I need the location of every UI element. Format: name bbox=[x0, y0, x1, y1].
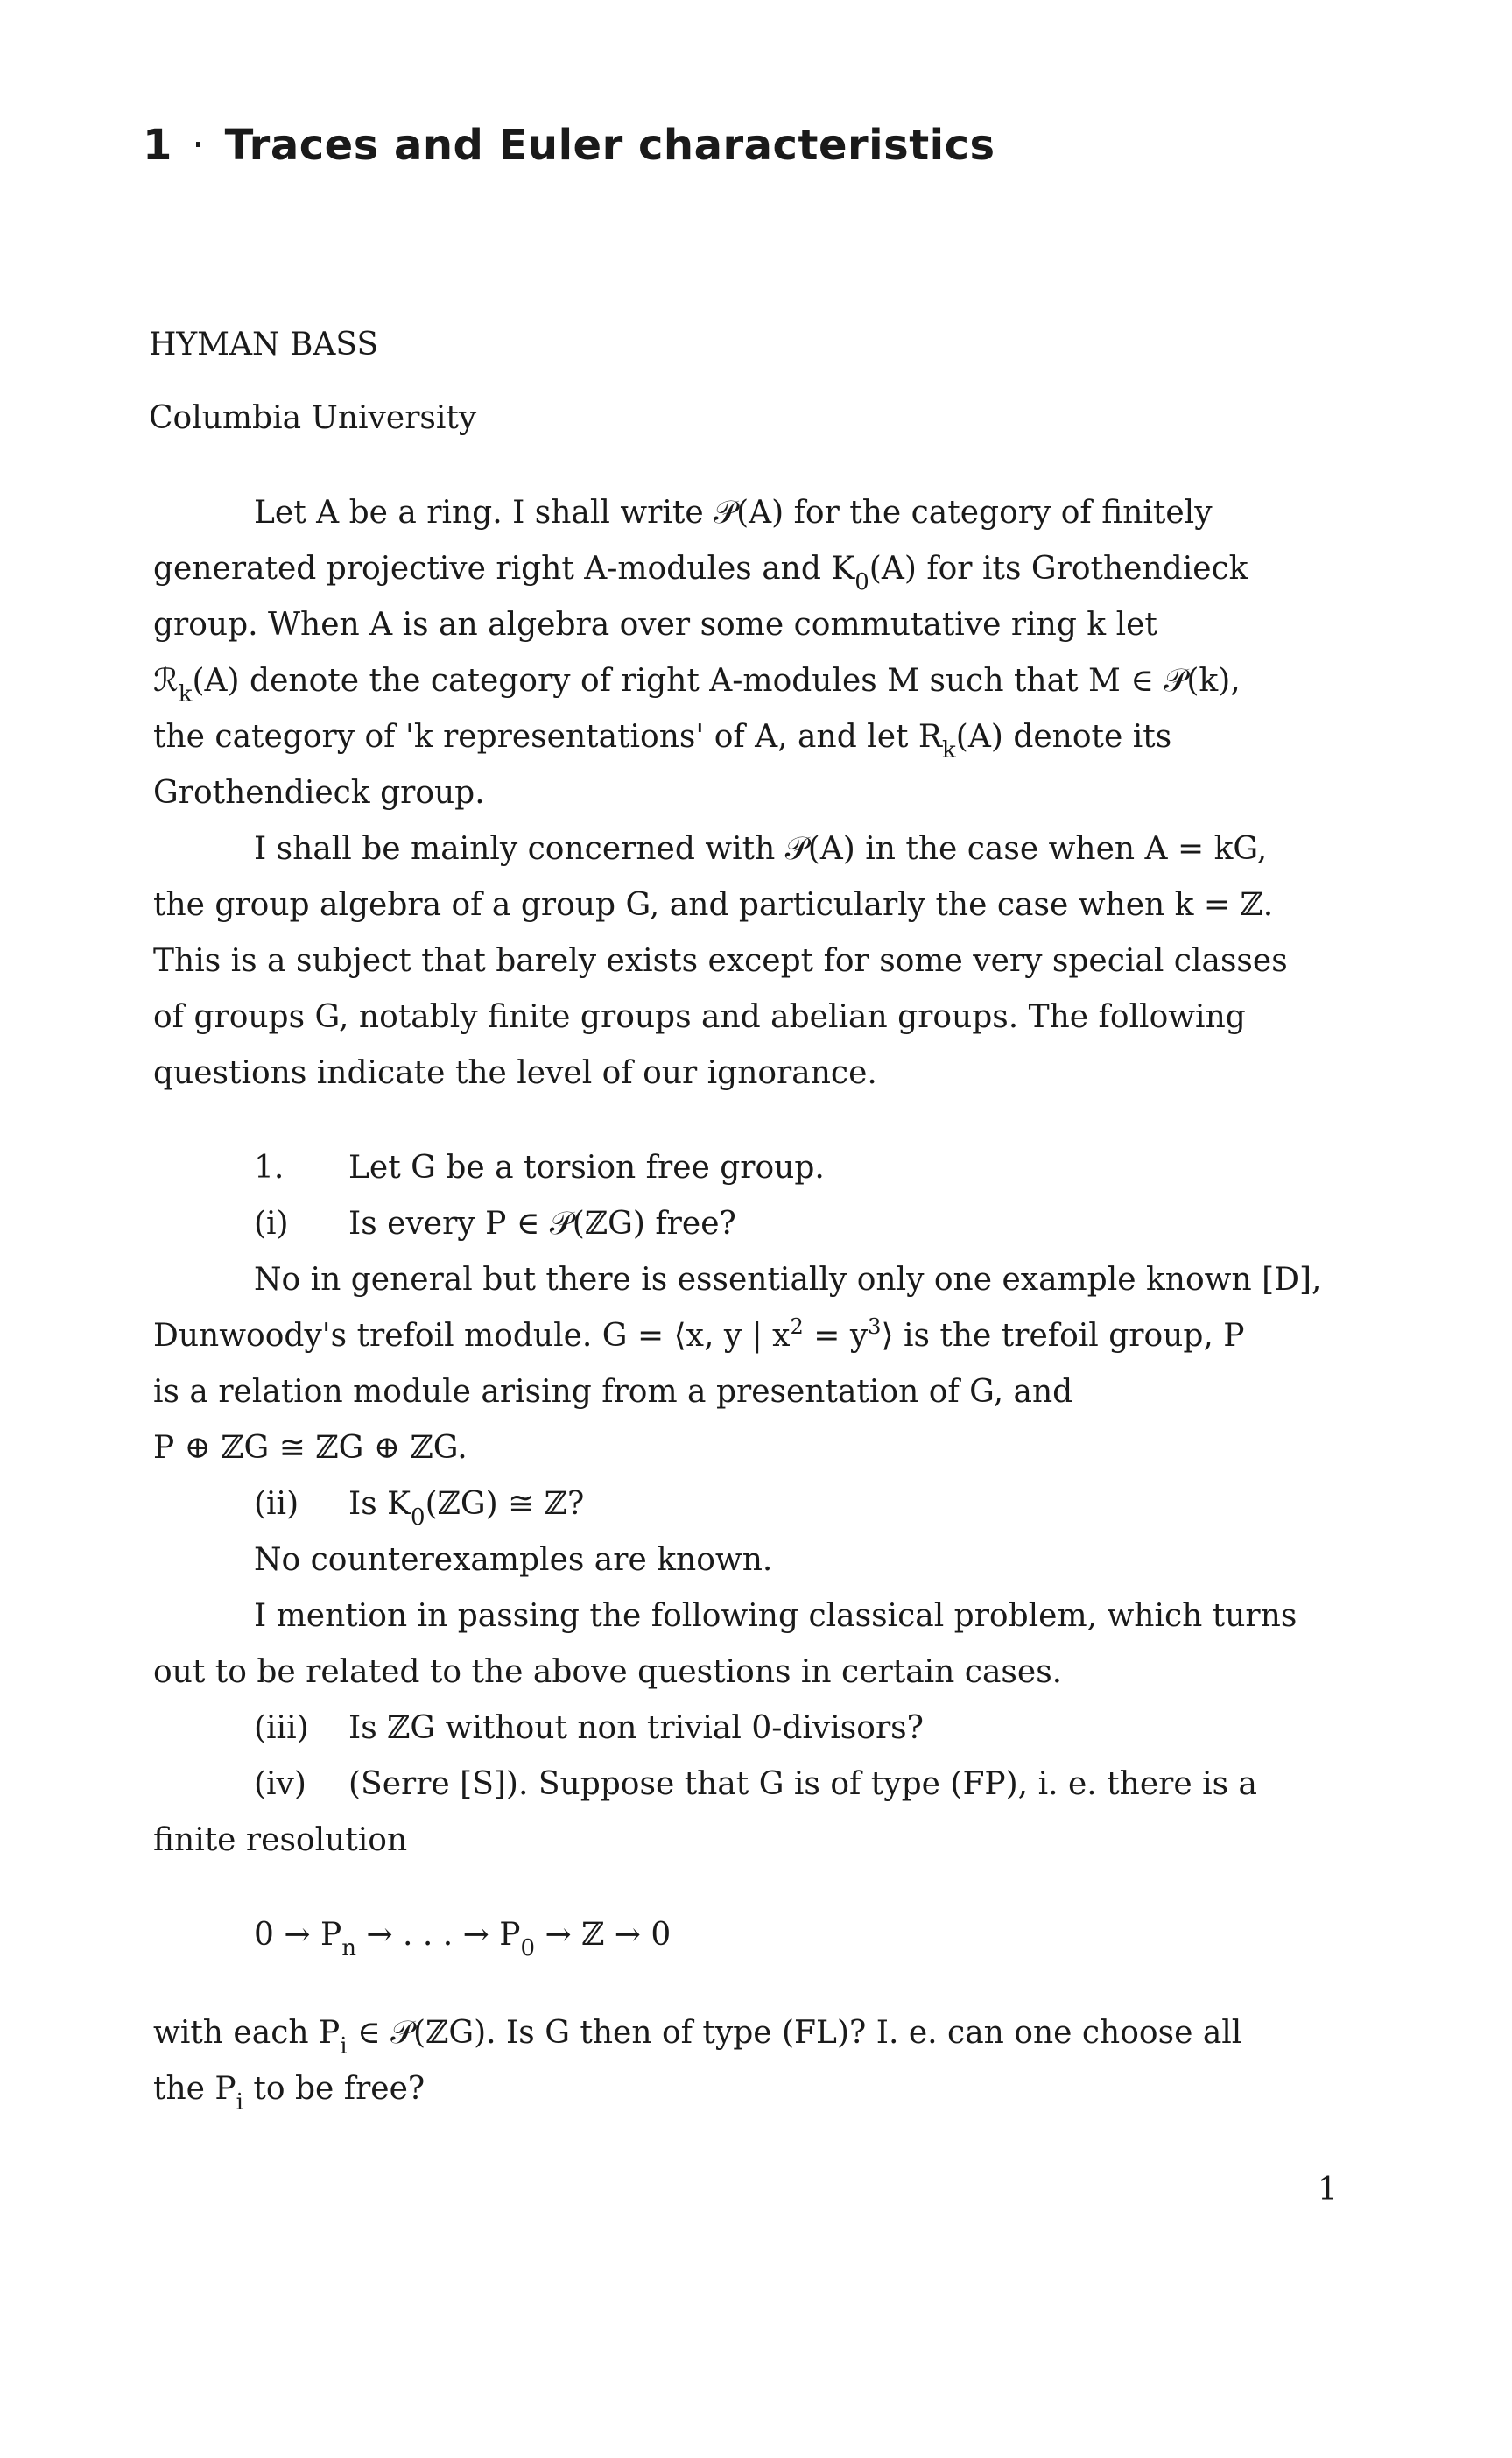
question-text: Is every P ∈ 𝒫(ℤG) free? bbox=[348, 1206, 736, 1242]
question-text: (Serre [S]). Suppose that G is of type (FP), i. e. there is a bbox=[348, 1766, 1257, 1802]
paragraph-line: Let A be a ring. I shall write 𝒫(A) for the category of finitely bbox=[254, 495, 1213, 531]
paragraph-line: generated projective right A-modules and $K_0(A)$ for its Grothendieck bbox=[153, 551, 1248, 595]
paragraph-line: No counterexamples are known. bbox=[254, 1542, 773, 1578]
paragraph-line: the group algebra of a group G, and particularly the case when k = ℤ. bbox=[153, 887, 1274, 923]
question-label: (iii) bbox=[254, 1710, 309, 1746]
chapter-separator: · bbox=[191, 121, 206, 170]
chapter-number: 1 bbox=[143, 121, 172, 170]
paragraph-line: I mention in passing the following classical problem, which turns bbox=[254, 1598, 1298, 1634]
paragraph-line: the $P_i$ to be free? bbox=[153, 2071, 425, 2116]
paragraph-line: No in general but there is essentially only one example known [D], bbox=[254, 1262, 1322, 1298]
paragraph-line: out to be related to the above questions in certain cases. bbox=[153, 1654, 1063, 1690]
paragraph-line: ℛ$_k$(A) denote the category of right A-modules M such that M ∈ 𝒫(k), bbox=[153, 663, 1241, 708]
paragraph-line: I shall be mainly concerned with 𝒫(A) in the case when A = kG, bbox=[254, 831, 1268, 867]
question-label: 1. bbox=[254, 1150, 285, 1186]
question-text: Is ℤG without non trivial 0-divisors? bbox=[348, 1710, 924, 1746]
paragraph-line: This is a subject that barely exists except for some very special classes bbox=[153, 943, 1288, 979]
paragraph-line: with each $P_i$ ∈ 𝒫(ℤG). Is G then of type (FL)? I. e. can one choose all bbox=[153, 2015, 1242, 2060]
question-label: (iv) bbox=[254, 1766, 306, 1802]
chapter-title bbox=[143, 121, 995, 170]
resolution-formula: $0 \to P_n$ → . . . → $P_0$ → ℤ → 0 bbox=[254, 1917, 672, 1961]
question-label: (ii) bbox=[254, 1486, 299, 1522]
paragraph-line: questions indicate the level of our ignorance. bbox=[153, 1055, 877, 1091]
chapter-title-text: Traces and Euler characteristics bbox=[224, 121, 995, 170]
paragraph-line: group. When A is an algebra over some commutative ring k let bbox=[153, 607, 1157, 643]
paragraph-line: Grothendieck group. bbox=[153, 775, 485, 811]
paragraph-line: is a relation module arising from a presentation of G, and bbox=[153, 1374, 1073, 1410]
author-name: HYMAN BASS bbox=[149, 327, 379, 363]
paragraph-line: of groups G, notably finite groups and abelian groups. The following bbox=[153, 999, 1246, 1035]
paragraph-line: the category of 'k representations' of A, and let $R_k(A)$ denote its bbox=[153, 719, 1172, 764]
paragraph-line: P ⊕ ℤG ≅ ℤG ⊕ ℤG. bbox=[153, 1430, 468, 1466]
question-text: Is $K_0(ℤG)$ ≅ ℤ? bbox=[348, 1486, 585, 1531]
page-number: 1 bbox=[1318, 2172, 1338, 2208]
question-label: (i) bbox=[254, 1206, 289, 1242]
author-affiliation: Columbia University bbox=[149, 400, 477, 436]
paragraph-line: finite resolution bbox=[153, 1822, 408, 1858]
paragraph-line: Dunwoody's trefoil module. G = ⟨x, y | $x^2$ = $y^3⟩$ is the trefoil group, P bbox=[153, 1314, 1245, 1354]
question-text: Let G be a torsion free group. bbox=[348, 1150, 825, 1186]
